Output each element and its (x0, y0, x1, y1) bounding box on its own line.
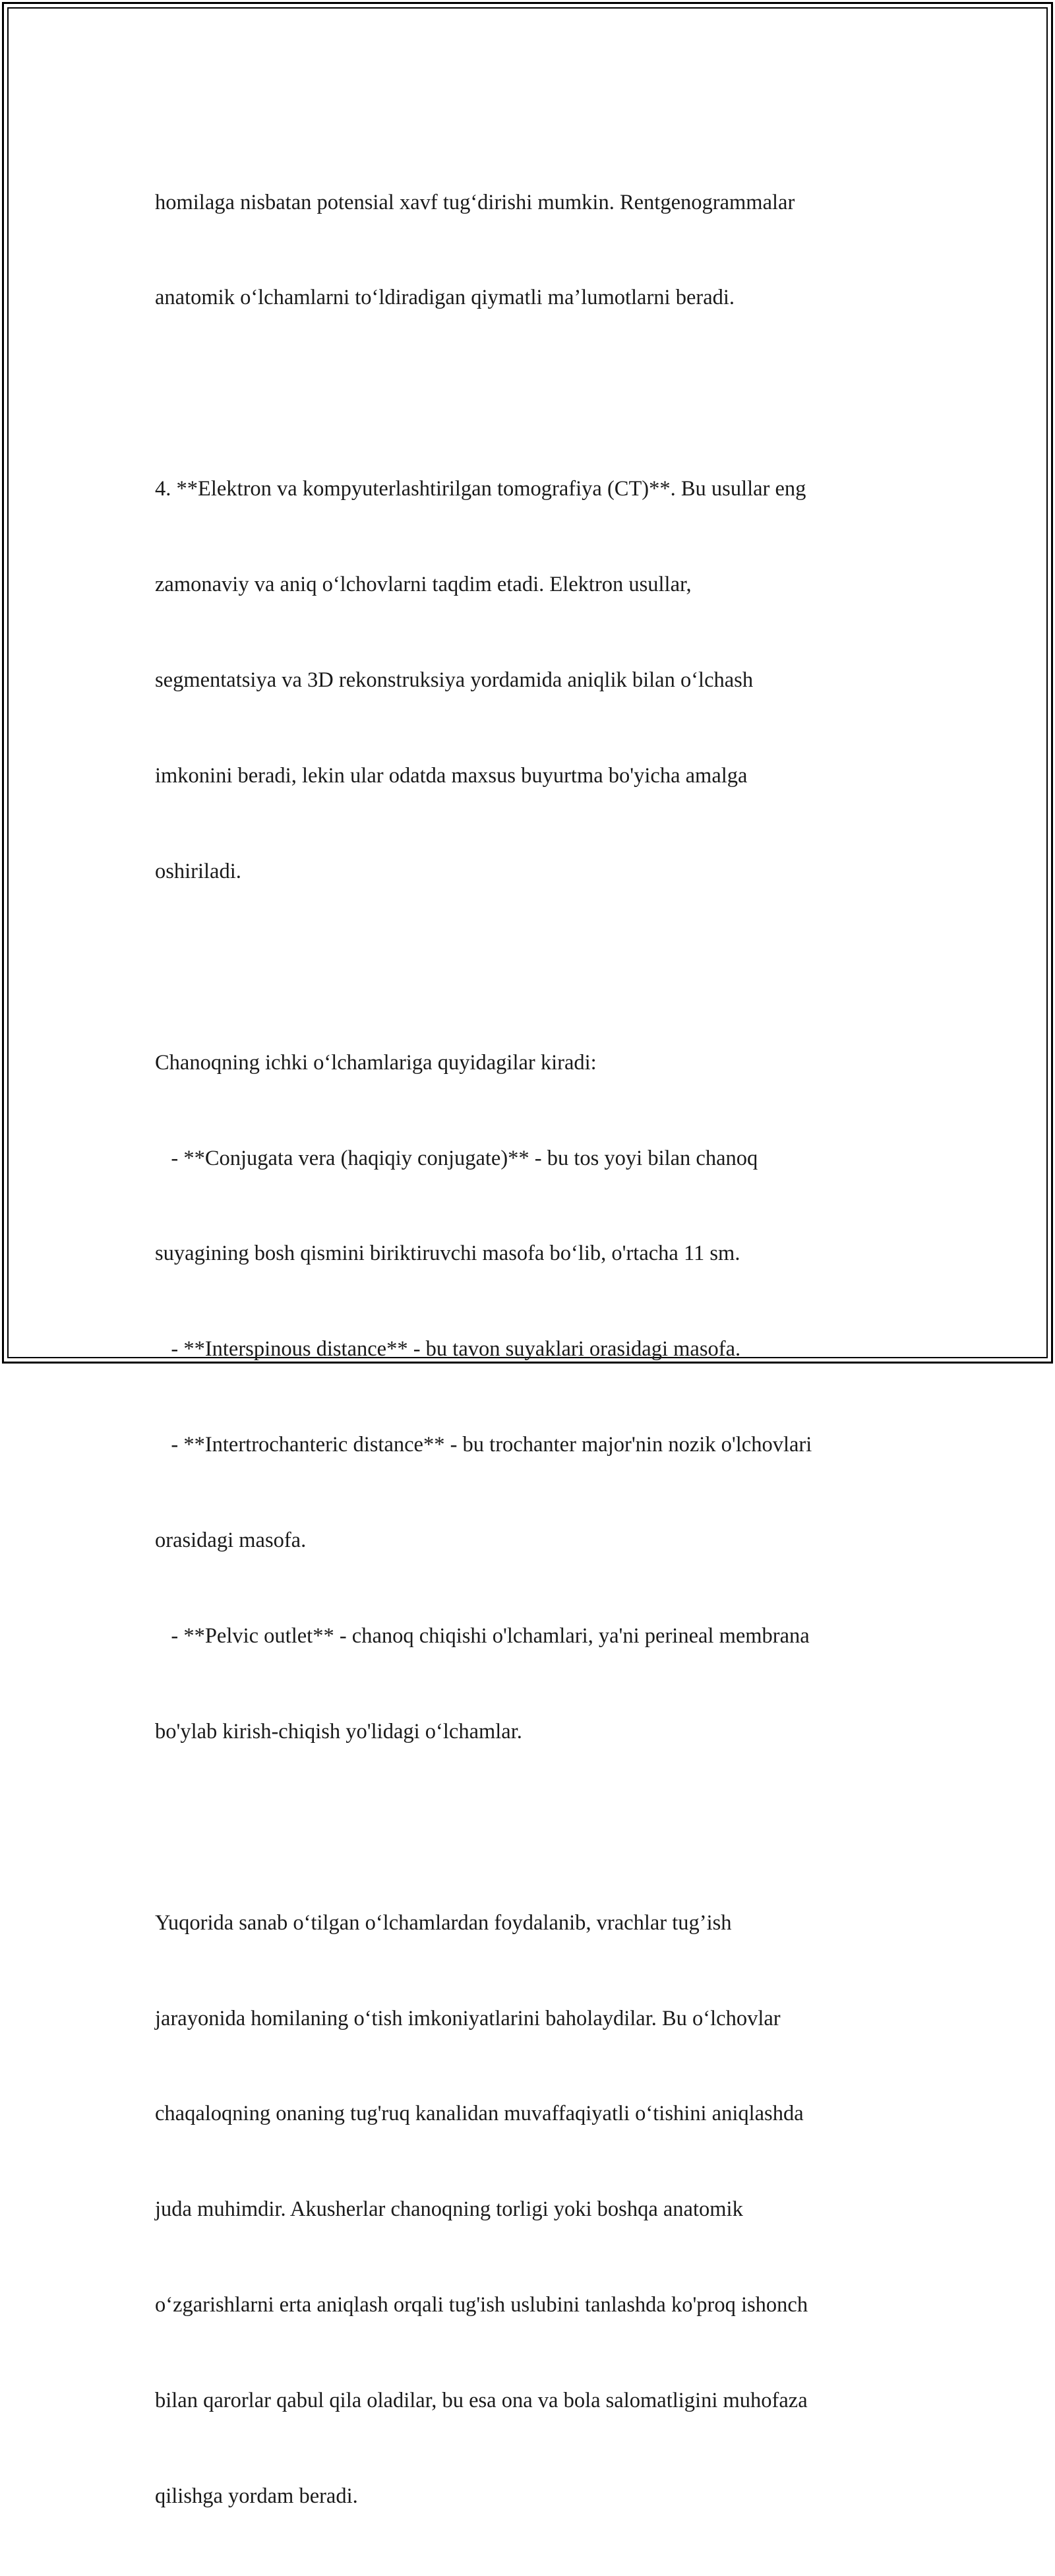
paragraph-conclusion (155, 1843, 907, 2576)
text-line: Yuqorida sanab o‘tilgan o‘lchamlardan foydalanib, vrachlar tug’ish (155, 1910, 732, 1935)
text-line: orasidagi masofa. (155, 1528, 307, 1553)
paragraph-gap (155, 1811, 907, 1843)
paragraph-ct (155, 410, 907, 951)
text-line: suyagining bosh qismini biriktiruvchi masofa bo‘lib, o'rtacha 11 sm. (155, 1241, 740, 1266)
paragraph-internal-dimensions (155, 983, 907, 1811)
text-line: chaqaloqning onaning tug'ruq kanalidan muvaffaqiyatli o‘tishini aniqlashda (155, 2102, 804, 2126)
text-line: zamonaviy va aniq o‘lchovlarni taqdim etadi. Elektron usullar, (155, 573, 692, 597)
text-line: homilaga nisbatan potensial xavf tug‘dirishi mumkin. Rentgenogrammalar (155, 190, 795, 214)
paragraph-gap (155, 377, 907, 409)
text-line: jarayonida homilaning o‘tish imkoniyatlarini baholaydilar. Bu o‘lchovlar (155, 2006, 781, 2030)
text-line: bo'ylab kirish-chiqish yo'lidagi o‘lchamlar. (155, 1719, 522, 1744)
document-body (155, 123, 907, 2576)
text-line: qilishga yordam beradi. (155, 2484, 358, 2508)
list-item-line: - **Pelvic outlet** - chanoq chiqishi o'lchamlari, ya'ni perineal membrana (155, 1623, 810, 1648)
text-line: Chanoqning ichki o‘lchamlariga quyidagilar kiradi: (155, 1050, 597, 1075)
text-line: bilan qarorlar qabul qila oladilar, bu esa ona va bola salomatligini muhofaza (155, 2389, 808, 2413)
text-line: anatomik o‘lchamlarni to‘ldiradigan qiymatli ma’lumotlarni beradi. (155, 286, 735, 310)
text-line: oshiriladi. (155, 859, 241, 883)
list-item-line: - **Conjugata vera (haqiqiy conjugate)** - bu tos yoyi bilan chanoq (155, 1146, 758, 1170)
text-line: imkonini beradi, lekin ular odatda maxsus buyurtma bo'yicha amalga (155, 763, 748, 788)
paragraph-radiography (155, 123, 907, 377)
text-line: o‘zgarishlarni erta aniqlash orqali tug'ish uslubini tanlashda ko'proq ishonch (155, 2293, 808, 2317)
text-line: 4. **Elektron va kompyuterlashtirilgan tomografiya (CT)**. Bu usullar eng (155, 477, 806, 501)
list-item-line: - **Intertrochanteric distance** - bu trochanter major'nin nozik o'lchovlari (155, 1433, 812, 1457)
paragraph-gap (155, 951, 907, 983)
text-line: juda muhimdir. Akusherlar chanoqning torligi yoki boshqa anatomik (155, 2197, 743, 2222)
list-item-line: - **Interspinous distance** - bu tavon suyaklari orasidagi masofa. (155, 1337, 741, 1362)
text-line: segmentatsiya va 3D rekonstruksiya yordamida aniqlik bilan o‘lchash (155, 668, 754, 693)
